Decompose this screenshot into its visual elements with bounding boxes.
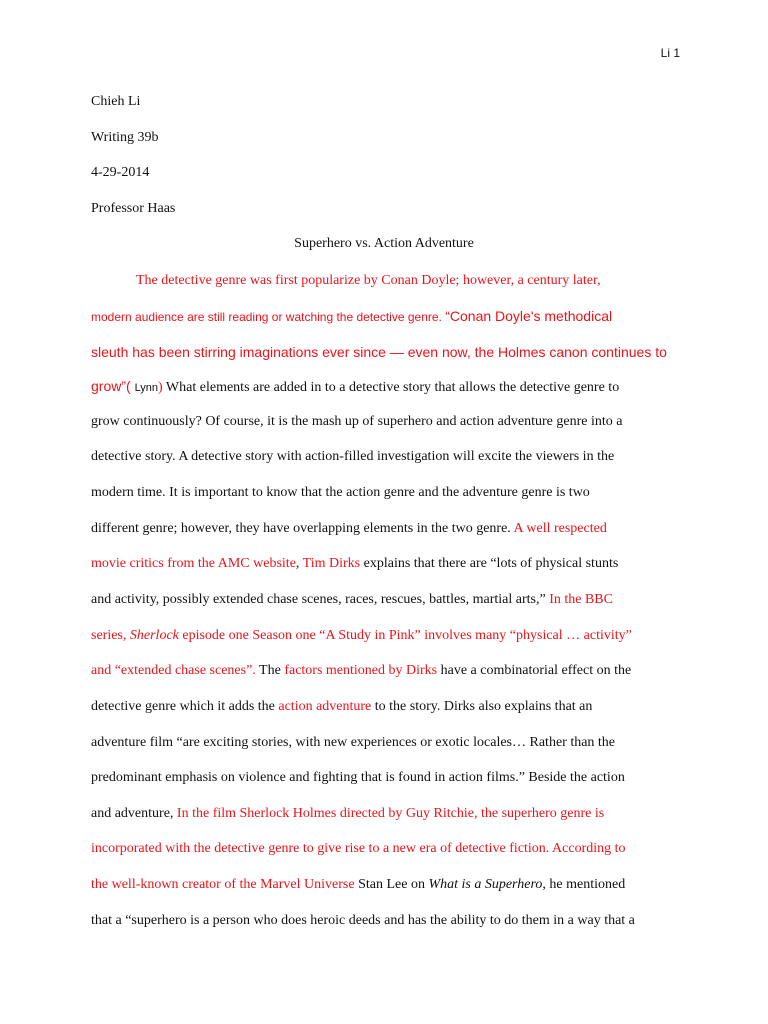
red-text: episode one Season one “A Study in Pink” involves many “physical … activity” <box>178 628 632 643</box>
quote-text: “Conan Doyle's methodical <box>445 308 613 324</box>
body-text: The <box>255 663 285 678</box>
body-text: and activity, possibly extended chase scenes, races, rescues, battles, martial arts,” <box>91 592 550 607</box>
body-line-10 <box>91 591 681 609</box>
body-line-11 <box>91 627 681 645</box>
body-text: Stan Lee on <box>354 877 429 892</box>
running-head: Li 1 <box>660 46 680 60</box>
body-text: modern time. It is important to know that the action genre and the adventure genre is two <box>91 485 590 500</box>
body-text: different genre; however, they have overlapping elements in the two genre. <box>91 521 514 536</box>
body-line-1 <box>136 272 681 290</box>
body-line-12 <box>91 662 681 680</box>
body-text: and adventure, <box>91 806 177 821</box>
body-text: grow continuously? Of course, it is the mash up of superhero and action adventure genre into a <box>91 414 623 429</box>
body-line-19 <box>91 912 681 930</box>
red-text: incorporated with the detective genre to give rise to a new era of detective fiction. According to <box>91 841 626 856</box>
body-line-6 <box>91 448 681 466</box>
body-text: , he mentioned <box>542 877 626 892</box>
body-text: have a combinatorial effect on the <box>437 663 632 678</box>
red-text: modern audience are still reading or watching the detective genre. <box>91 310 446 324</box>
body-text: detective story. A detective story with action-filled investigation will excite the viewers in the <box>91 449 615 464</box>
red-text: series, <box>91 628 130 643</box>
red-text: In the film Sherlock Holmes directed by Guy Ritchie, the superhero genre is <box>176 806 605 821</box>
body-line-3 <box>91 343 681 363</box>
body-line-15 <box>91 769 681 787</box>
body-line-17 <box>91 840 681 858</box>
body-text: explains that there are “lots of physical stunts <box>360 556 619 571</box>
body-text: predominant emphasis on violence and fighting that is found in action films.” Beside the action <box>91 770 625 785</box>
quote-text: sleuth has been stirring imaginations ever since — even now, the Holmes canon continues to <box>91 344 667 360</box>
body-text: , <box>295 556 303 571</box>
body-text: that a “superhero is a person who does heroic deeds and has the ability to do them in a way that a <box>91 913 635 928</box>
date: 4-29-2014 <box>91 165 150 180</box>
body-line-9 <box>91 555 681 573</box>
red-italic-text: Sherlock <box>129 628 179 643</box>
red-text: A well respected <box>513 521 607 536</box>
body-line-16 <box>91 805 681 823</box>
professor-name: Professor Haas <box>91 201 176 216</box>
body-text: adventure film “are exciting stories, with new experiences or exotic locales… Rather than the <box>91 735 616 750</box>
red-text: ) <box>158 380 163 395</box>
author-name: Chieh Li <box>91 94 141 109</box>
italic-book-title: What is a Superhero <box>428 877 543 892</box>
quote-text: grow”( <box>91 378 135 394</box>
red-text: the well-known creator of the Marvel Universe <box>91 877 355 892</box>
red-text: action adventure <box>278 699 372 714</box>
red-text: factors mentioned by Dirks <box>284 663 438 678</box>
red-text: The detective genre was first popularize by Conan Doyle; however, a century later, <box>136 273 601 288</box>
essay-title: Superhero vs. Action Adventure <box>294 236 474 251</box>
body-line-14 <box>91 734 681 752</box>
course-name: Writing 39b <box>91 130 159 145</box>
body-line-7 <box>91 484 681 502</box>
body-line-13 <box>91 698 681 716</box>
body-line-2 <box>91 307 681 327</box>
body-line-8 <box>91 520 681 538</box>
body-text: to the story. Dirks also explains that an <box>371 699 593 714</box>
body-line-18 <box>91 876 681 894</box>
body-text: detective genre which it adds the <box>91 699 279 714</box>
body-text: What elements are added in to a detective story that allows the detective genre to <box>162 380 620 395</box>
body-line-5 <box>91 413 681 431</box>
red-text: and “extended chase scenes”. <box>91 663 256 678</box>
red-text: Tim Dirks <box>302 556 361 571</box>
red-text: movie critics from the AMC website <box>91 556 296 571</box>
citation: Lynn <box>134 382 159 394</box>
body-line-4 <box>91 377 681 397</box>
red-text: In the BBC <box>549 592 613 607</box>
